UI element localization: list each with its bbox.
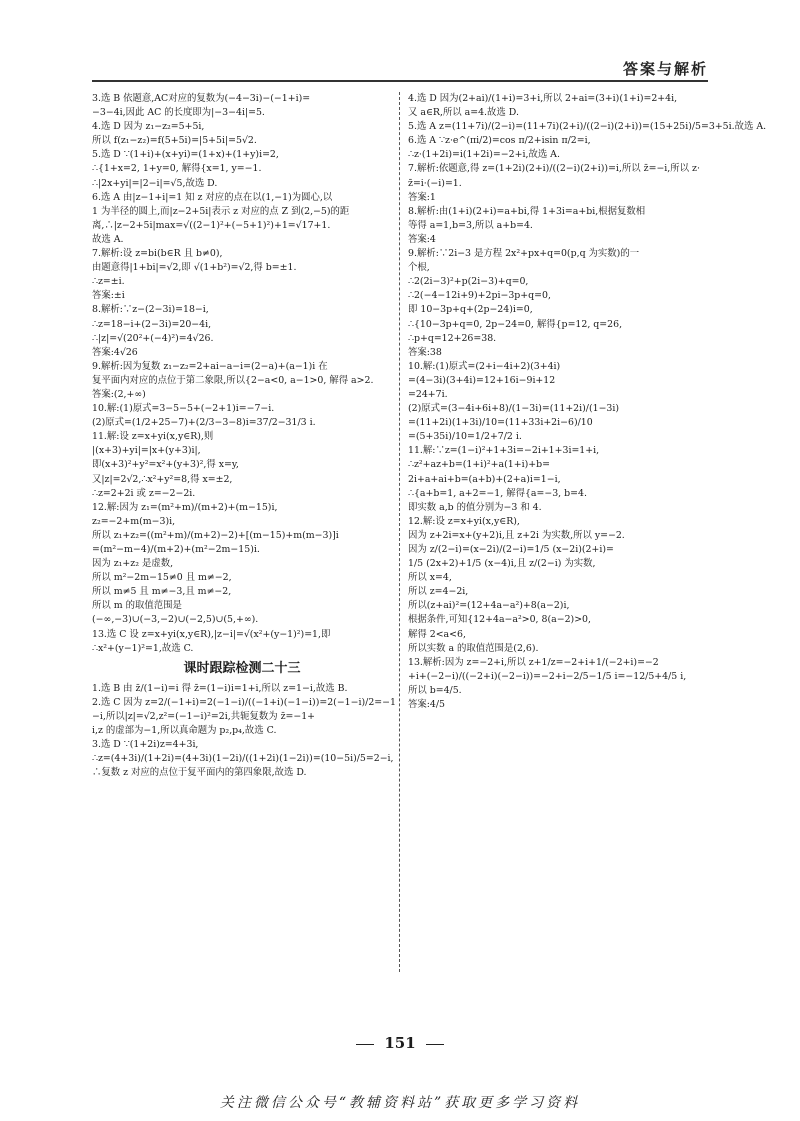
text-line: 即 10−3p+q+(2p−24)i=0, (408, 304, 533, 316)
header-rule (92, 80, 708, 82)
text-line: 13.解析:因为 z=−2+i,所以 z+1/z=−2+i+1/(−2+i)=−2 (408, 656, 659, 668)
text-line: ∴z²+az+b=(1+i)²+a(1+i)+b= (408, 459, 550, 471)
text-line: 12.解:因为 z₁=(m²+m)/(m+2)+(m−15)i, (92, 501, 278, 513)
footer-note: 关注微信公众号“教辅资料站”获取更多学习资料 (219, 1095, 581, 1111)
right-column (408, 92, 767, 712)
page-header (0, 0, 800, 86)
text-line: 9.解析:∵2i−3 是方程 2x²+px+q=0(p,q 为实数)的一 (408, 248, 640, 260)
text-line: ∴x²+(y−1)²=1,故选 C. (92, 642, 194, 654)
text-line: 6.选 A ∵z·e^(πi/2)=cos π/2+isin π/2=i, (408, 135, 591, 147)
text-line: 根据条件,可知{12+4a−a²>0, 8(a−2)>0, (408, 614, 592, 626)
text-line: 所以 x=4, (408, 572, 452, 584)
text-line: 13.选 C 设 z=x+yi(x,y∈R),|z−i|=√(x²+(y−1)²)=1,即 (92, 628, 331, 640)
text-line: ∴z=18−i+(2−3i)=20−4i, (92, 318, 212, 330)
text-line: |(x+3)+yi|=|x+(y+3)i|, (92, 445, 201, 457)
text-line: 答案:38 (408, 346, 442, 358)
text-line: 9.解析:因为复数 z₁−z₂=2+ai−a−i=(2−a)+(a−1)i 在 (92, 360, 328, 372)
text-line: 即(x+3)²+y²=x²+(y+3)²,得 x=y, (92, 459, 239, 471)
page-number: 151 (384, 1034, 416, 1052)
text-line: 4.选 D 因为(2+ai)/(1+i)=3+i,所以 2+ai=(3+i)(1+i)=2+4i, (408, 93, 678, 104)
text-line: 11.解:设 z=x+yi(x,y∈R),则 (92, 431, 214, 443)
text-line: 答案:1 (408, 191, 436, 203)
text-line: 10.解:(1)原式=(2+i−4i+2)(3+4i) (408, 360, 561, 372)
text-line: ∴复数 z 对应的点位于复平面内的第四象限,故选 D. (92, 767, 307, 779)
text-line: 因为 z₁+z₂ 是虚数, (92, 558, 174, 570)
text-line: z₂=−2+m(m−3)i, (92, 515, 176, 527)
column-divider (399, 92, 400, 972)
text-line: ∴2(2i−3)²+p(2i−3)+q=0, (408, 276, 529, 288)
text-line: z̄=i·(−i)=1. (408, 177, 462, 189)
text-line: 答案:(2,+∞) (92, 388, 146, 400)
text-line: 复平面内对应的点位于第二象限,所以{2−a<0, a−1>0, 解得 a>2. (92, 374, 374, 386)
text-line: 所以 b=4/5. (408, 684, 462, 696)
text-line: 离,∴|z−2+5i|max=√((2−1)²+(−5+1)²)+1=√17+1. (92, 219, 331, 231)
left-column (92, 92, 396, 780)
text-line: i,z 的虚部为−1,所以真命题为 p₂,p₄,故选 C. (92, 725, 277, 737)
text-line: ∴|z|=√(20²+(−4)²)=4√26. (92, 332, 214, 344)
text-line: 又|z|=2√2,∴x²+y²=8,得 x=±2, (92, 473, 233, 485)
text-line: 10.解:(1)原式=3−5−5+(−2+1)i=−7−i. (92, 403, 275, 415)
text-line: 5.选 A z=(11+7i)/(2−i)=(11+7i)(2+i)/((2−i)(2+i))=(15+25i)/5=3+5i.故选 A. (408, 121, 767, 133)
text-line: 解得 2<a<6, (408, 628, 466, 640)
text-line: =(5+35i)/10=1/2+7/2 i. (408, 431, 522, 443)
text-line: 故选 A. (92, 233, 124, 245)
text-line: 12.解:设 z=x+yi(x,y∈R), (408, 515, 520, 527)
text-line: ∴{1+x=2, 1+y=0, 解得{x=1, y=−1. (92, 163, 262, 175)
text-line: ∴z·(1+2i)=i(1+2i)=−2+i,故选 A. (408, 149, 560, 161)
section-title: 课时跟踪检测二十三 (183, 660, 301, 676)
text-line: 因为 z+2i=x+(y+2)i,且 z+2i 为实数,所以 y=−2. (408, 529, 625, 541)
text-line: 等得 a=1,b=3,所以 a+b=4. (408, 219, 533, 231)
text-line: −3−4i,因此 AC 的长度即为|−3−4i|=5. (92, 107, 265, 119)
text-line: 2.选 C 因为 z=2/(−1+i)=2(−1−i)/((−1+i)(−1−i))=2(−1−i)/2=−1 (92, 696, 396, 708)
text-line: 因为 z/(2−i)=(x−2i)/(2−i)=1/5 (x−2i)(2+i)= (408, 544, 614, 555)
text-line: 5.选 D ∵(1+i)+(x+yi)=(1+x)+(1+y)i=2, (92, 149, 279, 161)
text-line: 11.解:∵z=(1−i)²+1+3i=−2i+1+3i=1+i, (408, 445, 600, 457)
text-line: (2)原式=(3−4i+6i+8)/(1−3i)=(11+2i)/(1−3i) (408, 403, 620, 415)
text-line: 所以 z=4−2i, (408, 586, 469, 598)
text-line: −i,所以|z|=√2,z²=(−1−i)²=2i,共轭复数为 z̄=−1+ (92, 710, 316, 722)
text-line: 3.选 D ∵(1+2i)z=4+3i, (92, 739, 199, 751)
text-line: +i+(−2−i)/((−2+i)(−2−i))=−2+i−2/5−1/5 i=−12/5+4/5 i, (408, 670, 687, 682)
text-line: =(m²−m−4)/(m+2)+(m²−2m−15)i. (92, 544, 260, 555)
text-line: 1/5 (2x+2)+1/5 (x−4)i,且 z/(2−i) 为实数, (408, 558, 596, 570)
text-line: 即实数 a,b 的值分别为−3 和 4. (408, 501, 542, 513)
text-line: =24+7i. (408, 388, 448, 400)
page-number-line (0, 1034, 800, 1052)
page-number-dash-right (426, 1044, 444, 1045)
text-line: ∴z=(4+3i)/(1+2i)=(4+3i)(1−2i)/((1+2i)(1−2i))=(10−5i)/5=2−i, (92, 753, 394, 765)
text-line: 4.选 D 因为 z₁−z₂=5+5i, (92, 121, 205, 133)
text-line: 所以 m²−2m−15≠0 且 m≠−2, (92, 572, 232, 584)
text-line: 答案:4 (408, 233, 436, 245)
text-line: 由题意得|1+bi|=√2,即 √(1+b²)=√2,得 b=±1. (92, 262, 297, 274)
text-line: 又 a∈R,所以 a=4.故选 D. (408, 107, 519, 119)
text-line: =(4−3i)(3+4i)=12+16i−9i+12 (408, 374, 556, 386)
text-line: ∴{a+b=1, a+2=−1, 解得{a=−3, b=4. (408, 487, 587, 499)
text-line: 所以 f(z₁−z₂)=f(5+5i)=|5+5i|=5√2. (92, 135, 257, 147)
text-line: 答案:±i (92, 290, 125, 302)
header-title: 答案与解析 (622, 60, 708, 78)
text-line: 所以 z₁+z₂=((m²+m)/(m+2)−2)+[(m−15)+m(m−3)]i (92, 529, 339, 541)
text-line: 个根, (408, 262, 430, 274)
text-line: 所以实数 a 的取值范围是(2,6). (408, 642, 539, 654)
text-line: 2i+a+ai+b=(a+b)+(2+a)i=1−i, (408, 473, 561, 485)
text-line: ∴2(−4−12i+9)+2pi−3p+q=0, (408, 290, 551, 302)
text-line: (−∞,−3)∪(−3,−2)∪(−2,5)∪(5,+∞). (92, 614, 259, 626)
text-line: 1.选 B 由 z̄/(1−i)=i 得 z̄=(1−i)i=1+i,所以 z=1−i,故选 B. (92, 682, 348, 694)
text-line: (2)原式=(1/2+25−7)+(2/3−3−8)i=37/2−31/3 i. (92, 417, 316, 429)
text-line: 8.解析:∵z−(2−3i)=18−i, (92, 304, 209, 316)
text-line: 1 为半径的圆上,而|z−2+5i|表示 z 对应的点 Z 到(2,−5)的距 (92, 205, 350, 217)
text-line: 6.选 A 由|z−1+i|=1 知 z 对应的点在以(1,−1)为圆心,以 (92, 191, 333, 203)
text-line: 所以(z+ai)²=(12+4a−a²)+8(a−2)i, (408, 600, 570, 612)
text-line: 答案:4/5 (408, 699, 445, 711)
text-line: 8.解析:由(1+i)(2+i)=a+bi,得 1+3i=a+bi,根据复数相 (408, 205, 646, 217)
text-line: 7.解析:设 z=bi(b∈R 且 b≠0), (92, 248, 223, 260)
text-line: =(11+2i)(1+3i)/10=(11+33i+2i−6)/10 (408, 417, 593, 429)
text-line: ∴z=±i. (92, 276, 125, 288)
text-line: ∴p+q=12+26=38. (408, 332, 497, 344)
text-line: 7.解析:依题意,得 z=(1+2i)(2+i)/((2−i)(2+i))=i,所以 z̄=−i,所以 z· (408, 163, 700, 175)
page-number-dash-left (356, 1044, 374, 1045)
text-line: ∴|2x+yi|=|2−i|=√5,故选 D. (92, 177, 218, 189)
text-line: 所以 m≠5 且 m≠−3,且 m≠−2, (92, 586, 232, 598)
text-line: 答案:4√26 (92, 346, 138, 358)
text-line: ∴z=2+2i 或 z=−2−2i. (92, 487, 196, 499)
text-line: ∴{10−3p+q=0, 2p−24=0, 解得{p=12, q=26, (408, 318, 623, 330)
text-line: 3.选 B 依题意,AC对应的复数为(−4−3i)−(−1+i)= (92, 93, 311, 104)
text-line: 所以 m 的取值范围是 (92, 600, 182, 612)
